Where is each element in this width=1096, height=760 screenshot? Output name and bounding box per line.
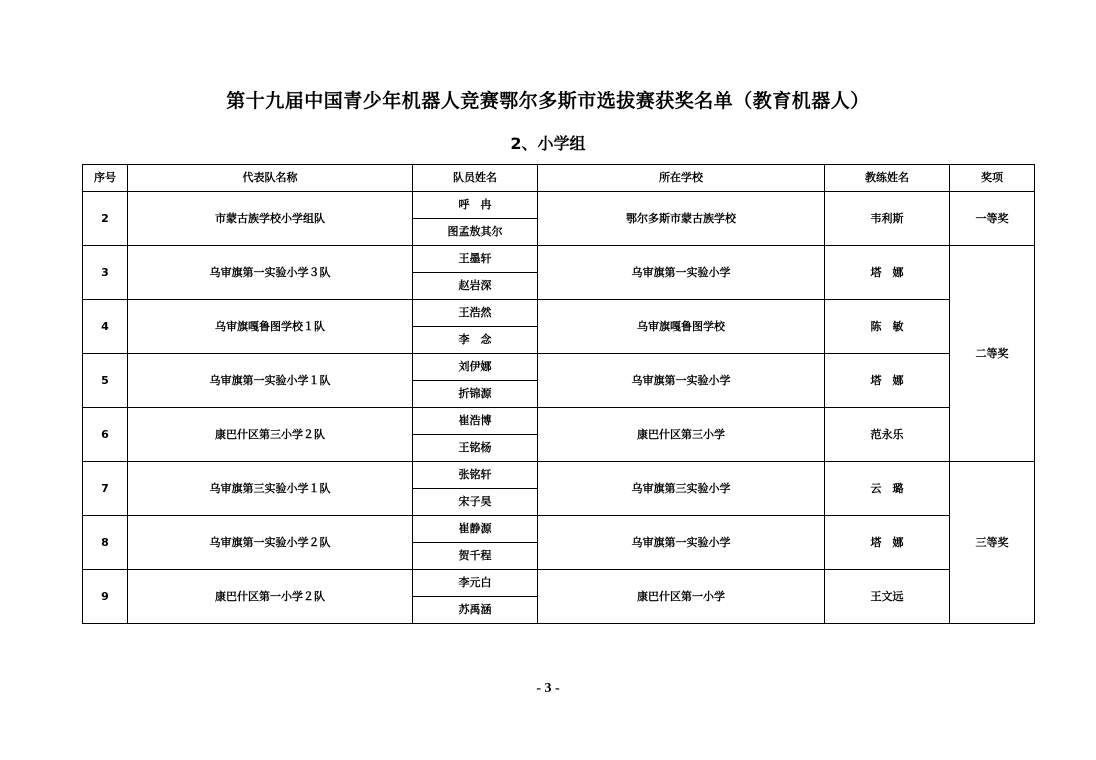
coach-cell: 范永乐: [825, 408, 950, 462]
member-name-cell: 贺千程: [413, 543, 538, 570]
table-row: [83, 570, 1035, 597]
school-cell: 乌审旗第三实验小学: [538, 462, 825, 516]
coach-cell: 云 璐: [825, 462, 950, 516]
member-name-cell: 赵岩深: [413, 273, 538, 300]
award-cell: 三等奖: [950, 462, 1035, 624]
serial-number-cell: 9: [83, 570, 128, 624]
table-body: [83, 192, 1035, 624]
document-subtitle: 2、小学组: [510, 134, 586, 153]
school-cell: 鄂尔多斯市蒙古族学校: [538, 192, 825, 246]
member-name-cell: 刘伊娜: [413, 354, 538, 381]
coach-cell: 王文远: [825, 570, 950, 624]
member-name-cell: 王墨轩: [413, 246, 538, 273]
team-name-cell: 乌审旗第一实验小学２队: [128, 516, 413, 570]
header-member-names: 队员姓名: [413, 165, 538, 192]
table-header-row: [83, 165, 1035, 192]
member-name-cell: 呼 冉: [413, 192, 538, 219]
school-cell: 康巴什区第一小学: [538, 570, 825, 624]
header-coach: 教练姓名: [825, 165, 950, 192]
team-name-cell: 康巴什区第一小学２队: [128, 570, 413, 624]
team-name-cell: 市蒙古族学校小学组队: [128, 192, 413, 246]
coach-cell: 韦利斯: [825, 192, 950, 246]
page-number: - 3 -: [536, 681, 560, 696]
member-name-cell: 李 念: [413, 327, 538, 354]
serial-number-cell: 3: [83, 246, 128, 300]
table-row: [83, 516, 1035, 543]
table-row: [83, 192, 1035, 219]
coach-cell: 塔 娜: [825, 246, 950, 300]
team-name-cell: 乌审旗嘎鲁图学校１队: [128, 300, 413, 354]
table-row: [83, 300, 1035, 327]
header-serial-number: 序号: [83, 165, 128, 192]
school-cell: 乌审旗第一实验小学: [538, 354, 825, 408]
table-row: [83, 354, 1035, 381]
table-row: [83, 408, 1035, 435]
header-school: 所在学校: [538, 165, 825, 192]
member-name-cell: 崔浩博: [413, 408, 538, 435]
school-cell: 乌审旗第一实验小学: [538, 516, 825, 570]
member-name-cell: 王铭杨: [413, 435, 538, 462]
award-table: [82, 164, 1035, 624]
coach-cell: 陈 敏: [825, 300, 950, 354]
member-name-cell: 崔静源: [413, 516, 538, 543]
award-cell: 二等奖: [950, 246, 1035, 462]
school-cell: 康巴什区第三小学: [538, 408, 825, 462]
table-row: [83, 246, 1035, 273]
team-name-cell: 乌审旗第三实验小学１队: [128, 462, 413, 516]
serial-number-cell: 8: [83, 516, 128, 570]
header-team-name: 代表队名称: [128, 165, 413, 192]
serial-number-cell: 4: [83, 300, 128, 354]
award-cell: 一等奖: [950, 192, 1035, 246]
member-name-cell: 李元白: [413, 570, 538, 597]
serial-number-cell: 2: [83, 192, 128, 246]
school-cell: 乌审旗第一实验小学: [538, 246, 825, 300]
team-name-cell: 乌审旗第一实验小学１队: [128, 354, 413, 408]
member-name-cell: 宋子昊: [413, 489, 538, 516]
member-name-cell: 折锦源: [413, 381, 538, 408]
team-name-cell: 乌审旗第一实验小学３队: [128, 246, 413, 300]
school-cell: 乌审旗嘎鲁图学校: [538, 300, 825, 354]
serial-number-cell: 6: [83, 408, 128, 462]
member-name-cell: 苏禹涵: [413, 597, 538, 624]
serial-number-cell: 7: [83, 462, 128, 516]
coach-cell: 塔 娜: [825, 516, 950, 570]
team-name-cell: 康巴什区第三小学２队: [128, 408, 413, 462]
table-row: [83, 462, 1035, 489]
coach-cell: 塔 娜: [825, 354, 950, 408]
member-name-cell: 图孟敖其尔: [413, 219, 538, 246]
document-title: 第十九届中国青少年机器人竞赛鄂尔多斯市选拔赛获奖名单（教育机器人）: [226, 90, 870, 112]
header-award: 奖项: [950, 165, 1035, 192]
member-name-cell: 王浩然: [413, 300, 538, 327]
serial-number-cell: 5: [83, 354, 128, 408]
member-name-cell: 张铭轩: [413, 462, 538, 489]
